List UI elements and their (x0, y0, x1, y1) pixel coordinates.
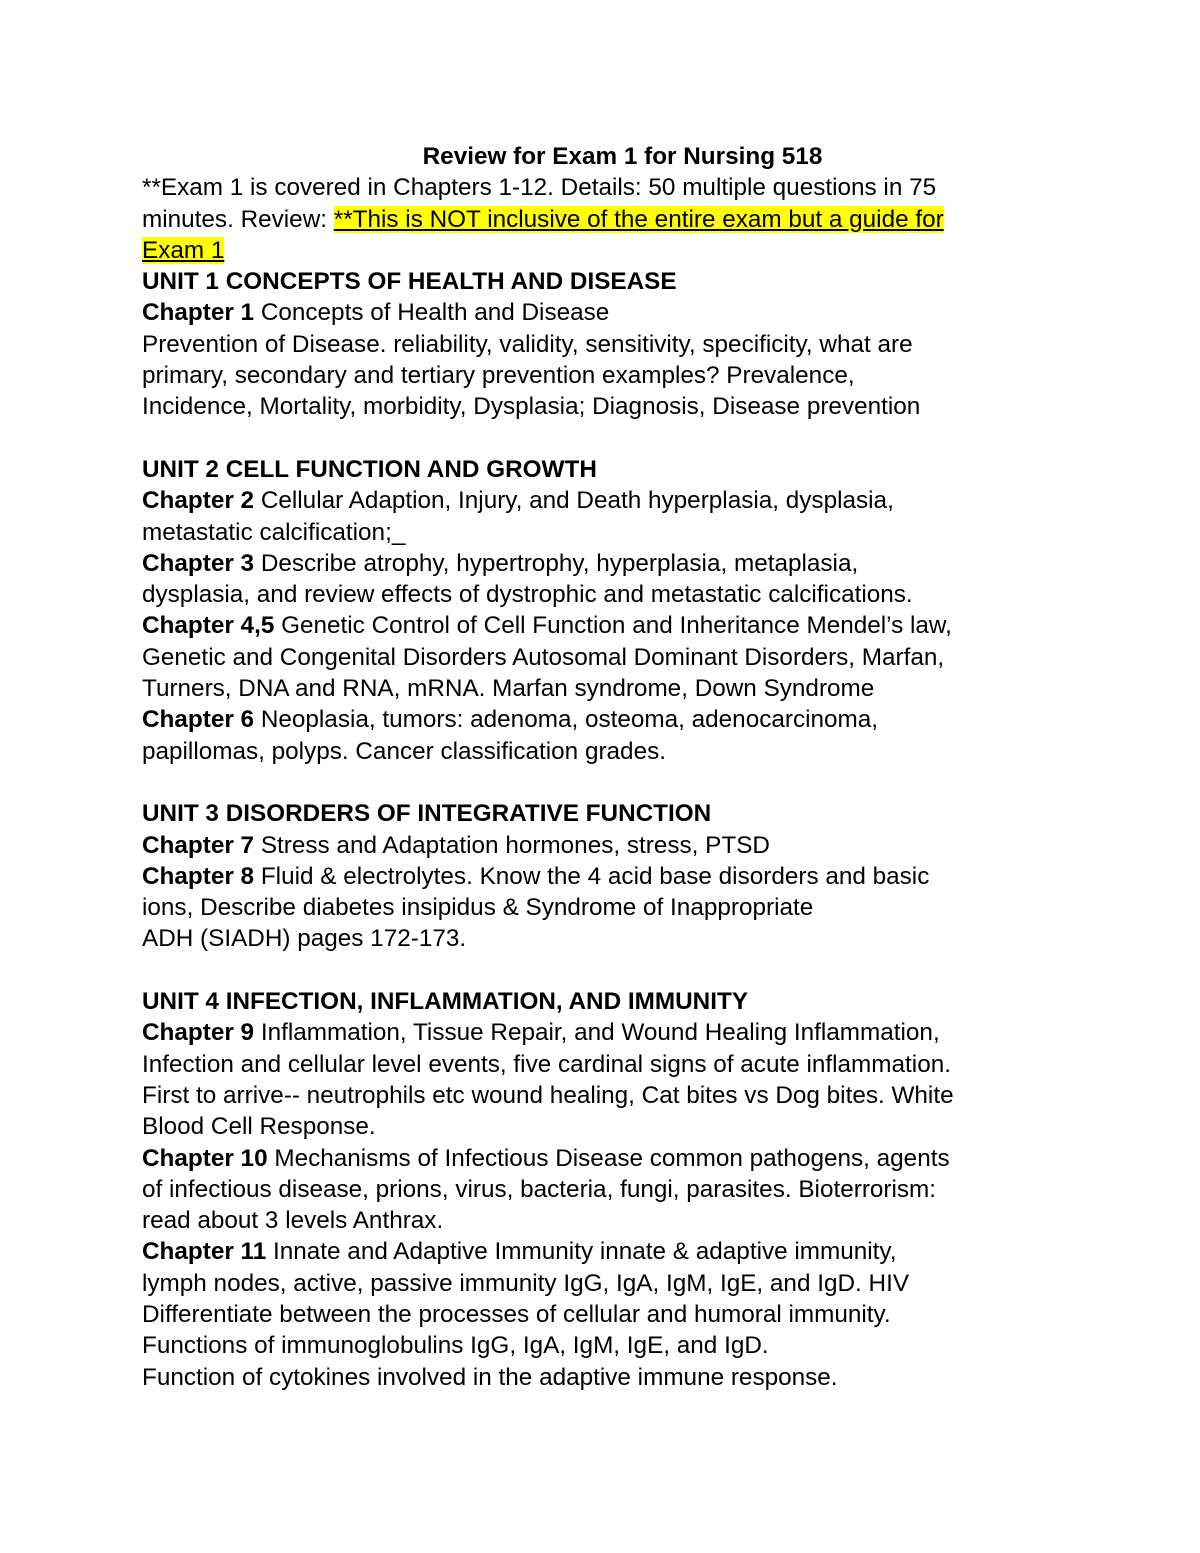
spacer (142, 767, 1067, 798)
chapter-8-line-2: ions, Describe diabetes insipidus & Syndrome of Inappropriate (142, 894, 814, 922)
chapter-1-line-2: Prevention of Disease. reliability, validity, sensitivity, specificity, what are (142, 330, 913, 358)
unit-1-heading: UNIT 1 CONCEPTS OF HEALTH AND DISEASE (142, 268, 677, 296)
chapter-3-line-2: dysplasia, and review effects of dystrophic and metastatic calcifications. (142, 581, 913, 609)
document-page (142, 141, 1067, 1393)
chapter-6-label: Chapter 6 (142, 706, 255, 734)
chapter-9-line-3: First to arrive-- neutrophils etc wound healing, Cat bites vs Dog bites. White (142, 1081, 954, 1109)
chapter-6-line-1 (142, 704, 1067, 735)
chapter-9-text: Inflammation, Tissue Repair, and Wound Healing Inflammation, (254, 1019, 940, 1047)
chapter-10-text: Mechanisms of Infectious Disease common pathogens, agents (267, 1144, 950, 1172)
chapter-1-label: Chapter 1 (142, 299, 255, 327)
unit-3-heading: UNIT 3 DISORDERS OF INTEGRATIVE FUNCTION (142, 800, 712, 828)
chapter-2-line-2: metastatic calcification;_ (142, 518, 406, 546)
chapter-3-text: Describe atrophy, hypertrophy, hyperplasia, metaplasia, (254, 549, 859, 577)
chapter-1-text: Concepts of Health and Disease (254, 299, 610, 327)
chapter-11-label: Chapter 11 (142, 1238, 267, 1266)
chapter-11-text: Innate and Adaptive Immunity innate & adaptive immunity, (266, 1238, 897, 1266)
chapter-4-5-text: Genetic Control of Cell Function and Inheritance Mendel’s law, (274, 612, 952, 640)
chapter-10-line-3: read about 3 levels Anthrax. (142, 1207, 444, 1235)
chapter-7-label: Chapter 7 (142, 831, 255, 859)
chapter-10-line-2: of infectious disease, prions, virus, bacteria, fungi, parasites. Bioterrorism: (142, 1175, 937, 1203)
chapter-9-label: Chapter 9 (142, 1019, 255, 1047)
chapter-7-text: Stress and Adaptation hormones, stress, PTSD (254, 831, 770, 859)
chapter-8-line-1 (142, 861, 1067, 892)
chapter-4-5-line-3: Turners, DNA and RNA, mRNA. Marfan syndrome, Down Syndrome (142, 675, 875, 703)
intro-line-3 (142, 235, 1067, 266)
spacer (142, 423, 1067, 454)
unit-4-heading: UNIT 4 INFECTION, INFLAMMATION, AND IMMUNITY (142, 988, 749, 1016)
unit-2-heading: UNIT 2 CELL FUNCTION AND GROWTH (142, 455, 597, 483)
chapter-2-label: Chapter 2 (142, 487, 255, 515)
chapter-11-line-4: Functions of immunoglobulins IgG, IgA, IgM, IgE, and IgD. (142, 1332, 769, 1360)
chapter-8-text: Fluid & electrolytes. Know the 4 acid base disorders and basic (254, 862, 930, 890)
chapter-11-line-5: Function of cytokines involved in the adaptive immune response. (142, 1363, 838, 1391)
chapter-2-text: Cellular Adaption, Injury, and Death hyperplasia, dysplasia, (254, 487, 894, 515)
spacer (142, 955, 1067, 986)
chapter-10-label: Chapter 10 (142, 1144, 268, 1172)
chapter-4-5-line-1 (142, 610, 1067, 641)
chapter-6-line-2: papillomas, polyps. Cancer classification grades. (142, 737, 666, 765)
highlighted-note: **This is NOT inclusive of the entire exam but a guide for (333, 205, 944, 233)
intro-line-1: **Exam 1 is covered in Chapters 1-12. Details: 50 multiple questions in 75 (142, 174, 937, 202)
intro-line-2-prefix: minutes. Review: (142, 205, 334, 233)
chapter-3-line-1 (142, 548, 1067, 579)
chapter-8-label: Chapter 8 (142, 862, 255, 890)
intro-line-2 (142, 204, 1067, 235)
chapter-1-line-3: primary, secondary and tertiary prevention examples? Prevalence, (142, 362, 855, 390)
chapter-1-line-4: Incidence, Mortality, morbidity, Dysplasia; Diagnosis, Disease prevention (142, 393, 921, 421)
chapter-3-label: Chapter 3 (142, 549, 255, 577)
chapter-2-line-1 (142, 485, 1067, 516)
chapter-4-5-line-2: Genetic and Congenital Disorders Autosomal Dominant Disorders, Marfan, (142, 643, 945, 671)
chapter-11-line-3: Differentiate between the processes of cellular and humoral immunity. (142, 1300, 891, 1328)
chapter-1-line-1 (142, 297, 1067, 328)
chapter-11-line-1 (142, 1236, 1067, 1267)
chapter-10-line-1 (142, 1143, 1067, 1174)
highlighted-note-exam: Exam 1 (142, 236, 225, 264)
chapter-4-5-label: Chapter 4,5 (142, 612, 275, 640)
document-title: Review for Exam 1 for Nursing 518 (422, 143, 823, 170)
chapter-7-line-1 (142, 830, 1067, 861)
chapter-11-line-2: lymph nodes, active, passive immunity IgG, IgA, IgM, IgE, and IgD. HIV (142, 1269, 910, 1297)
chapter-9-line-1 (142, 1017, 1067, 1048)
chapter-6-text: Neoplasia, tumors: adenoma, osteoma, adenocarcinoma, (254, 706, 879, 734)
chapter-9-line-4: Blood Cell Response. (142, 1113, 376, 1141)
chapter-9-line-2: Infection and cellular level events, five cardinal signs of acute inflammation. (142, 1050, 951, 1078)
chapter-8-line-3: ADH (SIADH) pages 172-173. (142, 925, 467, 953)
